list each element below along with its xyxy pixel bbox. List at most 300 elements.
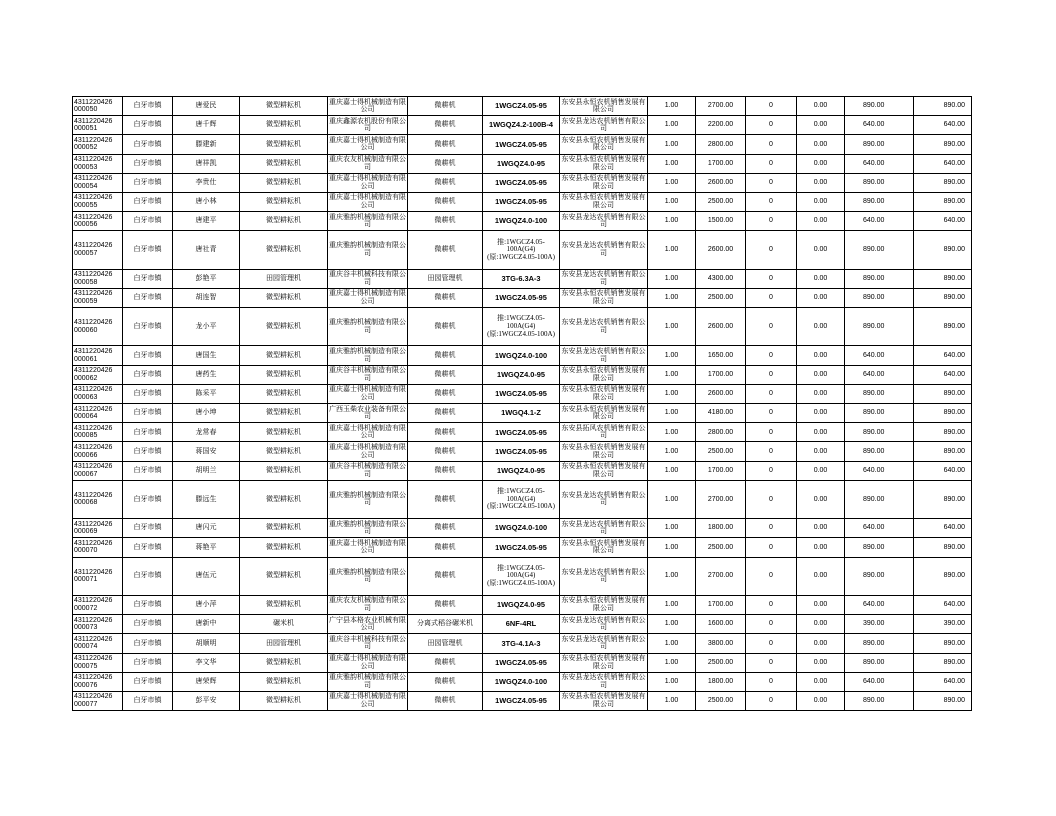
buyer-name-cell: 唐爱民 [173, 97, 240, 116]
extra-amount-cell: 0.00 [797, 442, 845, 461]
extra-count-cell: 0 [746, 365, 797, 384]
total-subsidy-cell: 890.00 [914, 231, 972, 269]
machine-category-cell: 微型耕耘机 [240, 538, 328, 557]
total-subsidy-cell: 890.00 [914, 288, 972, 307]
price-cell: 1500.00 [696, 212, 746, 231]
serial-number-cell: 4311220426 000075 [73, 653, 123, 672]
model-cell: 1WGCZ4.05-95 [483, 135, 560, 154]
serial-number-cell: 4311220426 000052 [73, 135, 123, 154]
serial-number-cell: 4311220426 000059 [73, 288, 123, 307]
subsidy-cell: 890.00 [845, 557, 914, 595]
town-cell: 白牙市镇 [123, 691, 173, 710]
table-row [73, 116, 972, 135]
price-cell: 1800.00 [696, 519, 746, 538]
buyer-name-cell: 唐荣辉 [173, 672, 240, 691]
machine-type-cell: 田园管理机 [408, 634, 483, 653]
machine-type-cell: 微耕机 [408, 365, 483, 384]
extra-count-cell: 0 [746, 154, 797, 173]
manufacturer-cell: 广宁县本格农业机械有限公司 [328, 615, 408, 634]
extra-amount-cell: 0.00 [797, 308, 845, 346]
manufacturer-cell: 重庆谷丰机械科技有限公司 [328, 269, 408, 288]
serial-number-cell: 4311220426 000055 [73, 192, 123, 211]
machine-type-cell: 分离式稻谷碾米机 [408, 615, 483, 634]
total-subsidy-cell: 640.00 [914, 154, 972, 173]
price-cell: 4300.00 [696, 269, 746, 288]
subsidy-cell: 890.00 [845, 480, 914, 518]
town-cell: 白牙市镇 [123, 480, 173, 518]
total-subsidy-cell: 640.00 [914, 346, 972, 365]
total-subsidy-cell: 890.00 [914, 384, 972, 403]
machine-type-cell: 微耕机 [408, 192, 483, 211]
total-subsidy-cell: 890.00 [914, 97, 972, 116]
dealer-cell: 东安县永恒农机销售发展有限公司 [560, 404, 648, 423]
manufacturer-cell: 重庆雅韵机械制造有限公司 [328, 231, 408, 269]
manufacturer-cell: 重庆雅韵机械制造有限公司 [328, 346, 408, 365]
buyer-name-cell: 李贵仕 [173, 173, 240, 192]
machine-type-cell: 微耕机 [408, 653, 483, 672]
extra-count-cell: 0 [746, 135, 797, 154]
town-cell: 白牙市镇 [123, 615, 173, 634]
machine-category-cell: 微型耕耘机 [240, 595, 328, 614]
serial-number-cell: 4311220426 000061 [73, 346, 123, 365]
subsidy-cell: 890.00 [845, 691, 914, 710]
extra-count-cell: 0 [746, 519, 797, 538]
buyer-name-cell: 胡顺明 [173, 634, 240, 653]
extra-count-cell: 0 [746, 346, 797, 365]
manufacturer-cell: 重庆雅韵机械制造有限公司 [328, 672, 408, 691]
serial-number-cell: 4311220426 000054 [73, 173, 123, 192]
town-cell: 白牙市镇 [123, 365, 173, 384]
table-row [73, 192, 972, 211]
machine-type-cell: 微耕机 [408, 173, 483, 192]
subsidy-cell: 890.00 [845, 653, 914, 672]
subsidy-cell: 640.00 [845, 595, 914, 614]
extra-amount-cell: 0.00 [797, 672, 845, 691]
table-row [73, 384, 972, 403]
subsidy-cell: 890.00 [845, 538, 914, 557]
subsidy-cell: 890.00 [845, 269, 914, 288]
machine-type-cell: 微耕机 [408, 308, 483, 346]
serial-number-cell: 4311220426 000085 [73, 423, 123, 442]
manufacturer-cell: 重庆雅韵机械制造有限公司 [328, 519, 408, 538]
extra-amount-cell: 0.00 [797, 116, 845, 135]
buyer-name-cell: 唐伍元 [173, 557, 240, 595]
table-row [73, 480, 972, 518]
buyer-name-cell: 唐祥凯 [173, 154, 240, 173]
machine-type-cell: 微耕机 [408, 404, 483, 423]
quantity-cell: 1.00 [648, 97, 696, 116]
dealer-cell: 东安县龙达农机销售有限公司 [560, 519, 648, 538]
model-cell: 1WGQZ4.0-100 [483, 346, 560, 365]
extra-count-cell: 0 [746, 212, 797, 231]
manufacturer-cell: 重庆嘉士得机械制造有限公司 [328, 653, 408, 672]
price-cell: 2500.00 [696, 653, 746, 672]
model-cell: 1WGCZ4.05-95 [483, 538, 560, 557]
town-cell: 白牙市镇 [123, 192, 173, 211]
buyer-name-cell: 彭平安 [173, 691, 240, 710]
serial-number-cell: 4311220426 000057 [73, 231, 123, 269]
total-subsidy-cell: 640.00 [914, 461, 972, 480]
town-cell: 白牙市镇 [123, 308, 173, 346]
model-cell: 1WGCZ4.05-95 [483, 442, 560, 461]
machine-category-cell: 微型耕耘机 [240, 192, 328, 211]
machine-category-cell: 微型耕耘机 [240, 365, 328, 384]
buyer-name-cell: 唐新中 [173, 615, 240, 634]
extra-count-cell: 0 [746, 97, 797, 116]
extra-count-cell: 0 [746, 672, 797, 691]
quantity-cell: 1.00 [648, 269, 696, 288]
dealer-cell: 东安县永恒农机销售发展有限公司 [560, 97, 648, 116]
model-cell: 6NF-4RL [483, 615, 560, 634]
quantity-cell: 1.00 [648, 404, 696, 423]
machine-category-cell: 碾米机 [240, 615, 328, 634]
price-cell: 1700.00 [696, 461, 746, 480]
buyer-name-cell: 彭艳平 [173, 269, 240, 288]
quantity-cell: 1.00 [648, 346, 696, 365]
extra-count-cell: 0 [746, 308, 797, 346]
model-cell: 1WGCZ4.05-95 [483, 97, 560, 116]
total-subsidy-cell: 390.00 [914, 615, 972, 634]
machine-category-cell: 微型耕耘机 [240, 557, 328, 595]
table-row [73, 97, 972, 116]
machine-type-cell: 微耕机 [408, 557, 483, 595]
price-cell: 1700.00 [696, 365, 746, 384]
dealer-cell: 东安县永恒农机销售发展有限公司 [560, 384, 648, 403]
manufacturer-cell: 广西玉柴农业装备有限公司 [328, 404, 408, 423]
quantity-cell: 1.00 [648, 672, 696, 691]
town-cell: 白牙市镇 [123, 269, 173, 288]
buyer-name-cell: 李文华 [173, 653, 240, 672]
extra-count-cell: 0 [746, 595, 797, 614]
machine-category-cell: 田园管理机 [240, 634, 328, 653]
table-row [73, 212, 972, 231]
quantity-cell: 1.00 [648, 461, 696, 480]
manufacturer-cell: 重庆雅韵机械制造有限公司 [328, 212, 408, 231]
quantity-cell: 1.00 [648, 634, 696, 653]
buyer-name-cell: 胡连智 [173, 288, 240, 307]
machine-category-cell: 微型耕耘机 [240, 308, 328, 346]
quantity-cell: 1.00 [648, 691, 696, 710]
total-subsidy-cell: 890.00 [914, 308, 972, 346]
extra-count-cell: 0 [746, 634, 797, 653]
serial-number-cell: 4311220426 000073 [73, 615, 123, 634]
table-row [73, 653, 972, 672]
town-cell: 白牙市镇 [123, 154, 173, 173]
dealer-cell: 东安县龙达农机销售有限公司 [560, 269, 648, 288]
manufacturer-cell: 重庆嘉士得机械制造有限公司 [328, 691, 408, 710]
price-cell: 2700.00 [696, 97, 746, 116]
extra-count-cell: 0 [746, 653, 797, 672]
buyer-name-cell: 唐国生 [173, 346, 240, 365]
buyer-name-cell: 唐闪元 [173, 519, 240, 538]
dealer-cell: 东安县龙达农机销售有限公司 [560, 308, 648, 346]
total-subsidy-cell: 890.00 [914, 653, 972, 672]
extra-count-cell: 0 [746, 384, 797, 403]
quantity-cell: 1.00 [648, 288, 696, 307]
machine-type-cell: 微耕机 [408, 346, 483, 365]
price-cell: 1800.00 [696, 672, 746, 691]
quantity-cell: 1.00 [648, 595, 696, 614]
manufacturer-cell: 重庆雅韵机械制造有限公司 [328, 557, 408, 595]
machine-category-cell: 微型耕耘机 [240, 154, 328, 173]
town-cell: 白牙市镇 [123, 97, 173, 116]
buyer-name-cell: 龙小平 [173, 308, 240, 346]
dealer-cell: 东安县龙达农机销售有限公司 [560, 557, 648, 595]
serial-number-cell: 4311220426 000069 [73, 519, 123, 538]
machine-category-cell: 微型耕耘机 [240, 384, 328, 403]
extra-amount-cell: 0.00 [797, 557, 845, 595]
table-row [73, 538, 972, 557]
table-row [73, 135, 972, 154]
serial-number-cell: 4311220426 000056 [73, 212, 123, 231]
dealer-cell: 东安县永恒农机销售发展有限公司 [560, 538, 648, 557]
extra-amount-cell: 0.00 [797, 461, 845, 480]
town-cell: 白牙市镇 [123, 212, 173, 231]
table-row [73, 691, 972, 710]
quantity-cell: 1.00 [648, 173, 696, 192]
extra-count-cell: 0 [746, 615, 797, 634]
dealer-cell: 东安县龙达农机销售有限公司 [560, 480, 648, 518]
serial-number-cell: 4311220426 000068 [73, 480, 123, 518]
town-cell: 白牙市镇 [123, 231, 173, 269]
buyer-name-cell: 唐小林 [173, 192, 240, 211]
manufacturer-cell: 重庆农友机械制造有限公司 [328, 595, 408, 614]
extra-count-cell: 0 [746, 192, 797, 211]
total-subsidy-cell: 890.00 [914, 404, 972, 423]
price-cell: 2800.00 [696, 423, 746, 442]
model-cell: 3TG-4.1A-3 [483, 634, 560, 653]
serial-number-cell: 4311220426 000053 [73, 154, 123, 173]
serial-number-cell: 4311220426 000066 [73, 442, 123, 461]
buyer-name-cell: 唐社青 [173, 231, 240, 269]
buyer-name-cell: 唐小萍 [173, 595, 240, 614]
dealer-cell: 东安县永恒农机销售发展有限公司 [560, 595, 648, 614]
machine-type-cell: 微耕机 [408, 423, 483, 442]
extra-count-cell: 0 [746, 288, 797, 307]
total-subsidy-cell: 890.00 [914, 423, 972, 442]
table-row [73, 672, 972, 691]
table-row [73, 557, 972, 595]
manufacturer-cell: 重庆嘉士得机械制造有限公司 [328, 135, 408, 154]
extra-count-cell: 0 [746, 423, 797, 442]
quantity-cell: 1.00 [648, 365, 696, 384]
buyer-name-cell: 蒋国安 [173, 442, 240, 461]
dealer-cell: 东安县永恒农机销售发展有限公司 [560, 135, 648, 154]
total-subsidy-cell: 640.00 [914, 519, 972, 538]
machine-category-cell: 微型耕耘机 [240, 135, 328, 154]
extra-amount-cell: 0.00 [797, 480, 845, 518]
extra-count-cell: 0 [746, 116, 797, 135]
machine-category-cell: 微型耕耘机 [240, 173, 328, 192]
price-cell: 2500.00 [696, 442, 746, 461]
machine-type-cell: 微耕机 [408, 231, 483, 269]
manufacturer-cell: 重庆农友机械制造有限公司 [328, 154, 408, 173]
quantity-cell: 1.00 [648, 538, 696, 557]
price-cell: 2500.00 [696, 192, 746, 211]
buyer-name-cell: 胡明兰 [173, 461, 240, 480]
table-row [73, 269, 972, 288]
model-cell: 1WGCZ4.05-95 [483, 173, 560, 192]
model-cell: 推:1WGCZ4.05-100A(G4)(原:1WGCZ4.05-100A) [483, 480, 560, 518]
total-subsidy-cell: 890.00 [914, 691, 972, 710]
total-subsidy-cell: 890.00 [914, 269, 972, 288]
extra-amount-cell: 0.00 [797, 192, 845, 211]
quantity-cell: 1.00 [648, 653, 696, 672]
manufacturer-cell: 重庆雅韵机械制造有限公司 [328, 308, 408, 346]
subsidy-cell: 890.00 [845, 634, 914, 653]
town-cell: 白牙市镇 [123, 288, 173, 307]
table-row [73, 595, 972, 614]
subsidy-cell: 890.00 [845, 135, 914, 154]
serial-number-cell: 4311220426 000070 [73, 538, 123, 557]
machine-type-cell: 微耕机 [408, 97, 483, 116]
total-subsidy-cell: 890.00 [914, 538, 972, 557]
dealer-cell: 东安县龙达农机销售有限公司 [560, 672, 648, 691]
price-cell: 1650.00 [696, 346, 746, 365]
dealer-cell: 东安县永恒农机销售发展有限公司 [560, 442, 648, 461]
town-cell: 白牙市镇 [123, 346, 173, 365]
buyer-name-cell: 唐小坤 [173, 404, 240, 423]
dealer-cell: 东安县永恒农机销售发展有限公司 [560, 173, 648, 192]
table-row [73, 615, 972, 634]
total-subsidy-cell: 640.00 [914, 365, 972, 384]
buyer-name-cell: 蒋艳平 [173, 538, 240, 557]
dealer-cell: 东安县龙达农机销售有限公司 [560, 116, 648, 135]
model-cell: 1WGQZ4.0-95 [483, 461, 560, 480]
model-cell: 1WGQZ4.0-95 [483, 154, 560, 173]
buyer-name-cell: 唐建平 [173, 212, 240, 231]
town-cell: 白牙市镇 [123, 384, 173, 403]
model-cell: 1WGQZ4.0-100 [483, 212, 560, 231]
extra-count-cell: 0 [746, 404, 797, 423]
manufacturer-cell: 重庆嘉士得机械制造有限公司 [328, 384, 408, 403]
price-cell: 2500.00 [696, 288, 746, 307]
subsidy-cell: 640.00 [845, 154, 914, 173]
price-cell: 4180.00 [696, 404, 746, 423]
machine-type-cell: 微耕机 [408, 288, 483, 307]
price-cell: 1700.00 [696, 154, 746, 173]
buyer-name-cell: 陈采平 [173, 384, 240, 403]
extra-amount-cell: 0.00 [797, 634, 845, 653]
quantity-cell: 1.00 [648, 154, 696, 173]
manufacturer-cell: 重庆嘉士得机械制造有限公司 [328, 192, 408, 211]
extra-count-cell: 0 [746, 173, 797, 192]
machine-type-cell: 微耕机 [408, 480, 483, 518]
manufacturer-cell: 重庆谷丰机械科技有限公司 [328, 634, 408, 653]
extra-amount-cell: 0.00 [797, 653, 845, 672]
price-cell: 2500.00 [696, 538, 746, 557]
serial-number-cell: 4311220426 000074 [73, 634, 123, 653]
table-row [73, 461, 972, 480]
serial-number-cell: 4311220426 000062 [73, 365, 123, 384]
subsidy-cell: 390.00 [845, 615, 914, 634]
machine-category-cell: 微型耕耘机 [240, 442, 328, 461]
extra-count-cell: 0 [746, 442, 797, 461]
subsidy-cell: 890.00 [845, 442, 914, 461]
total-subsidy-cell: 890.00 [914, 480, 972, 518]
machine-category-cell: 微型耕耘机 [240, 423, 328, 442]
machine-type-cell: 微耕机 [408, 595, 483, 614]
subsidy-cell: 890.00 [845, 231, 914, 269]
manufacturer-cell: 重庆嘉士得机械制造有限公司 [328, 442, 408, 461]
table-row [73, 442, 972, 461]
buyer-name-cell: 滕远生 [173, 480, 240, 518]
total-subsidy-cell: 890.00 [914, 135, 972, 154]
machine-type-cell: 微耕机 [408, 672, 483, 691]
serial-number-cell: 4311220426 000071 [73, 557, 123, 595]
model-cell: 3TG-6.3A-3 [483, 269, 560, 288]
subsidy-cell: 640.00 [845, 672, 914, 691]
machine-type-cell: 田园管理机 [408, 269, 483, 288]
extra-amount-cell: 0.00 [797, 154, 845, 173]
machine-category-cell: 微型耕耘机 [240, 653, 328, 672]
model-cell: 1WGCZ4.05-95 [483, 288, 560, 307]
quantity-cell: 1.00 [648, 116, 696, 135]
table-row [73, 346, 972, 365]
total-subsidy-cell: 640.00 [914, 595, 972, 614]
price-cell: 2600.00 [696, 384, 746, 403]
extra-amount-cell: 0.00 [797, 538, 845, 557]
dealer-cell: 东安县龙达农机销售有限公司 [560, 615, 648, 634]
manufacturer-cell: 重庆嘉士得机械制造有限公司 [328, 538, 408, 557]
table-row [73, 173, 972, 192]
town-cell: 白牙市镇 [123, 634, 173, 653]
subsidy-cell: 890.00 [845, 192, 914, 211]
machine-category-cell: 微型耕耘机 [240, 288, 328, 307]
quantity-cell: 1.00 [648, 519, 696, 538]
quantity-cell: 1.00 [648, 615, 696, 634]
extra-amount-cell: 0.00 [797, 365, 845, 384]
extra-count-cell: 0 [746, 231, 797, 269]
subsidy-cell: 640.00 [845, 519, 914, 538]
extra-amount-cell: 0.00 [797, 404, 845, 423]
machine-category-cell: 微型耕耘机 [240, 691, 328, 710]
subsidy-cell: 890.00 [845, 173, 914, 192]
model-cell: 1WGCZ4.05-95 [483, 192, 560, 211]
extra-amount-cell: 0.00 [797, 97, 845, 116]
dealer-cell: 东安县永恒农机销售发展有限公司 [560, 154, 648, 173]
quantity-cell: 1.00 [648, 442, 696, 461]
machine-category-cell: 微型耕耘机 [240, 346, 328, 365]
subsidy-cell: 890.00 [845, 423, 914, 442]
dealer-cell: 东安县永恒农机销售发展有限公司 [560, 461, 648, 480]
model-cell: 1WGQZ4.0-100 [483, 672, 560, 691]
price-cell: 1700.00 [696, 595, 746, 614]
dealer-cell: 东安县永恒农机销售发展有限公司 [560, 691, 648, 710]
machine-category-cell: 微型耕耘机 [240, 404, 328, 423]
town-cell: 白牙市镇 [123, 173, 173, 192]
buyer-name-cell: 滕建新 [173, 135, 240, 154]
machine-category-cell: 微型耕耘机 [240, 231, 328, 269]
town-cell: 白牙市镇 [123, 595, 173, 614]
price-cell: 2500.00 [696, 691, 746, 710]
town-cell: 白牙市镇 [123, 519, 173, 538]
model-cell: 1WGQZ4.2-100B-4 [483, 116, 560, 135]
price-cell: 2600.00 [696, 173, 746, 192]
manufacturer-cell: 重庆嘉士得机械制造有限公司 [328, 423, 408, 442]
machine-category-cell: 微型耕耘机 [240, 97, 328, 116]
model-cell: 1WGCZ4.05-95 [483, 384, 560, 403]
dealer-cell: 东安县龙达农机销售有限公司 [560, 212, 648, 231]
extra-amount-cell: 0.00 [797, 269, 845, 288]
dealer-cell: 东安县永恒农机销售发展有限公司 [560, 288, 648, 307]
machine-type-cell: 微耕机 [408, 461, 483, 480]
buyer-name-cell: 唐千辉 [173, 116, 240, 135]
extra-amount-cell: 0.00 [797, 173, 845, 192]
table-row [73, 404, 972, 423]
model-cell: 1WGQ4.1-Z [483, 404, 560, 423]
model-cell: 1WGQZ4.0-95 [483, 365, 560, 384]
